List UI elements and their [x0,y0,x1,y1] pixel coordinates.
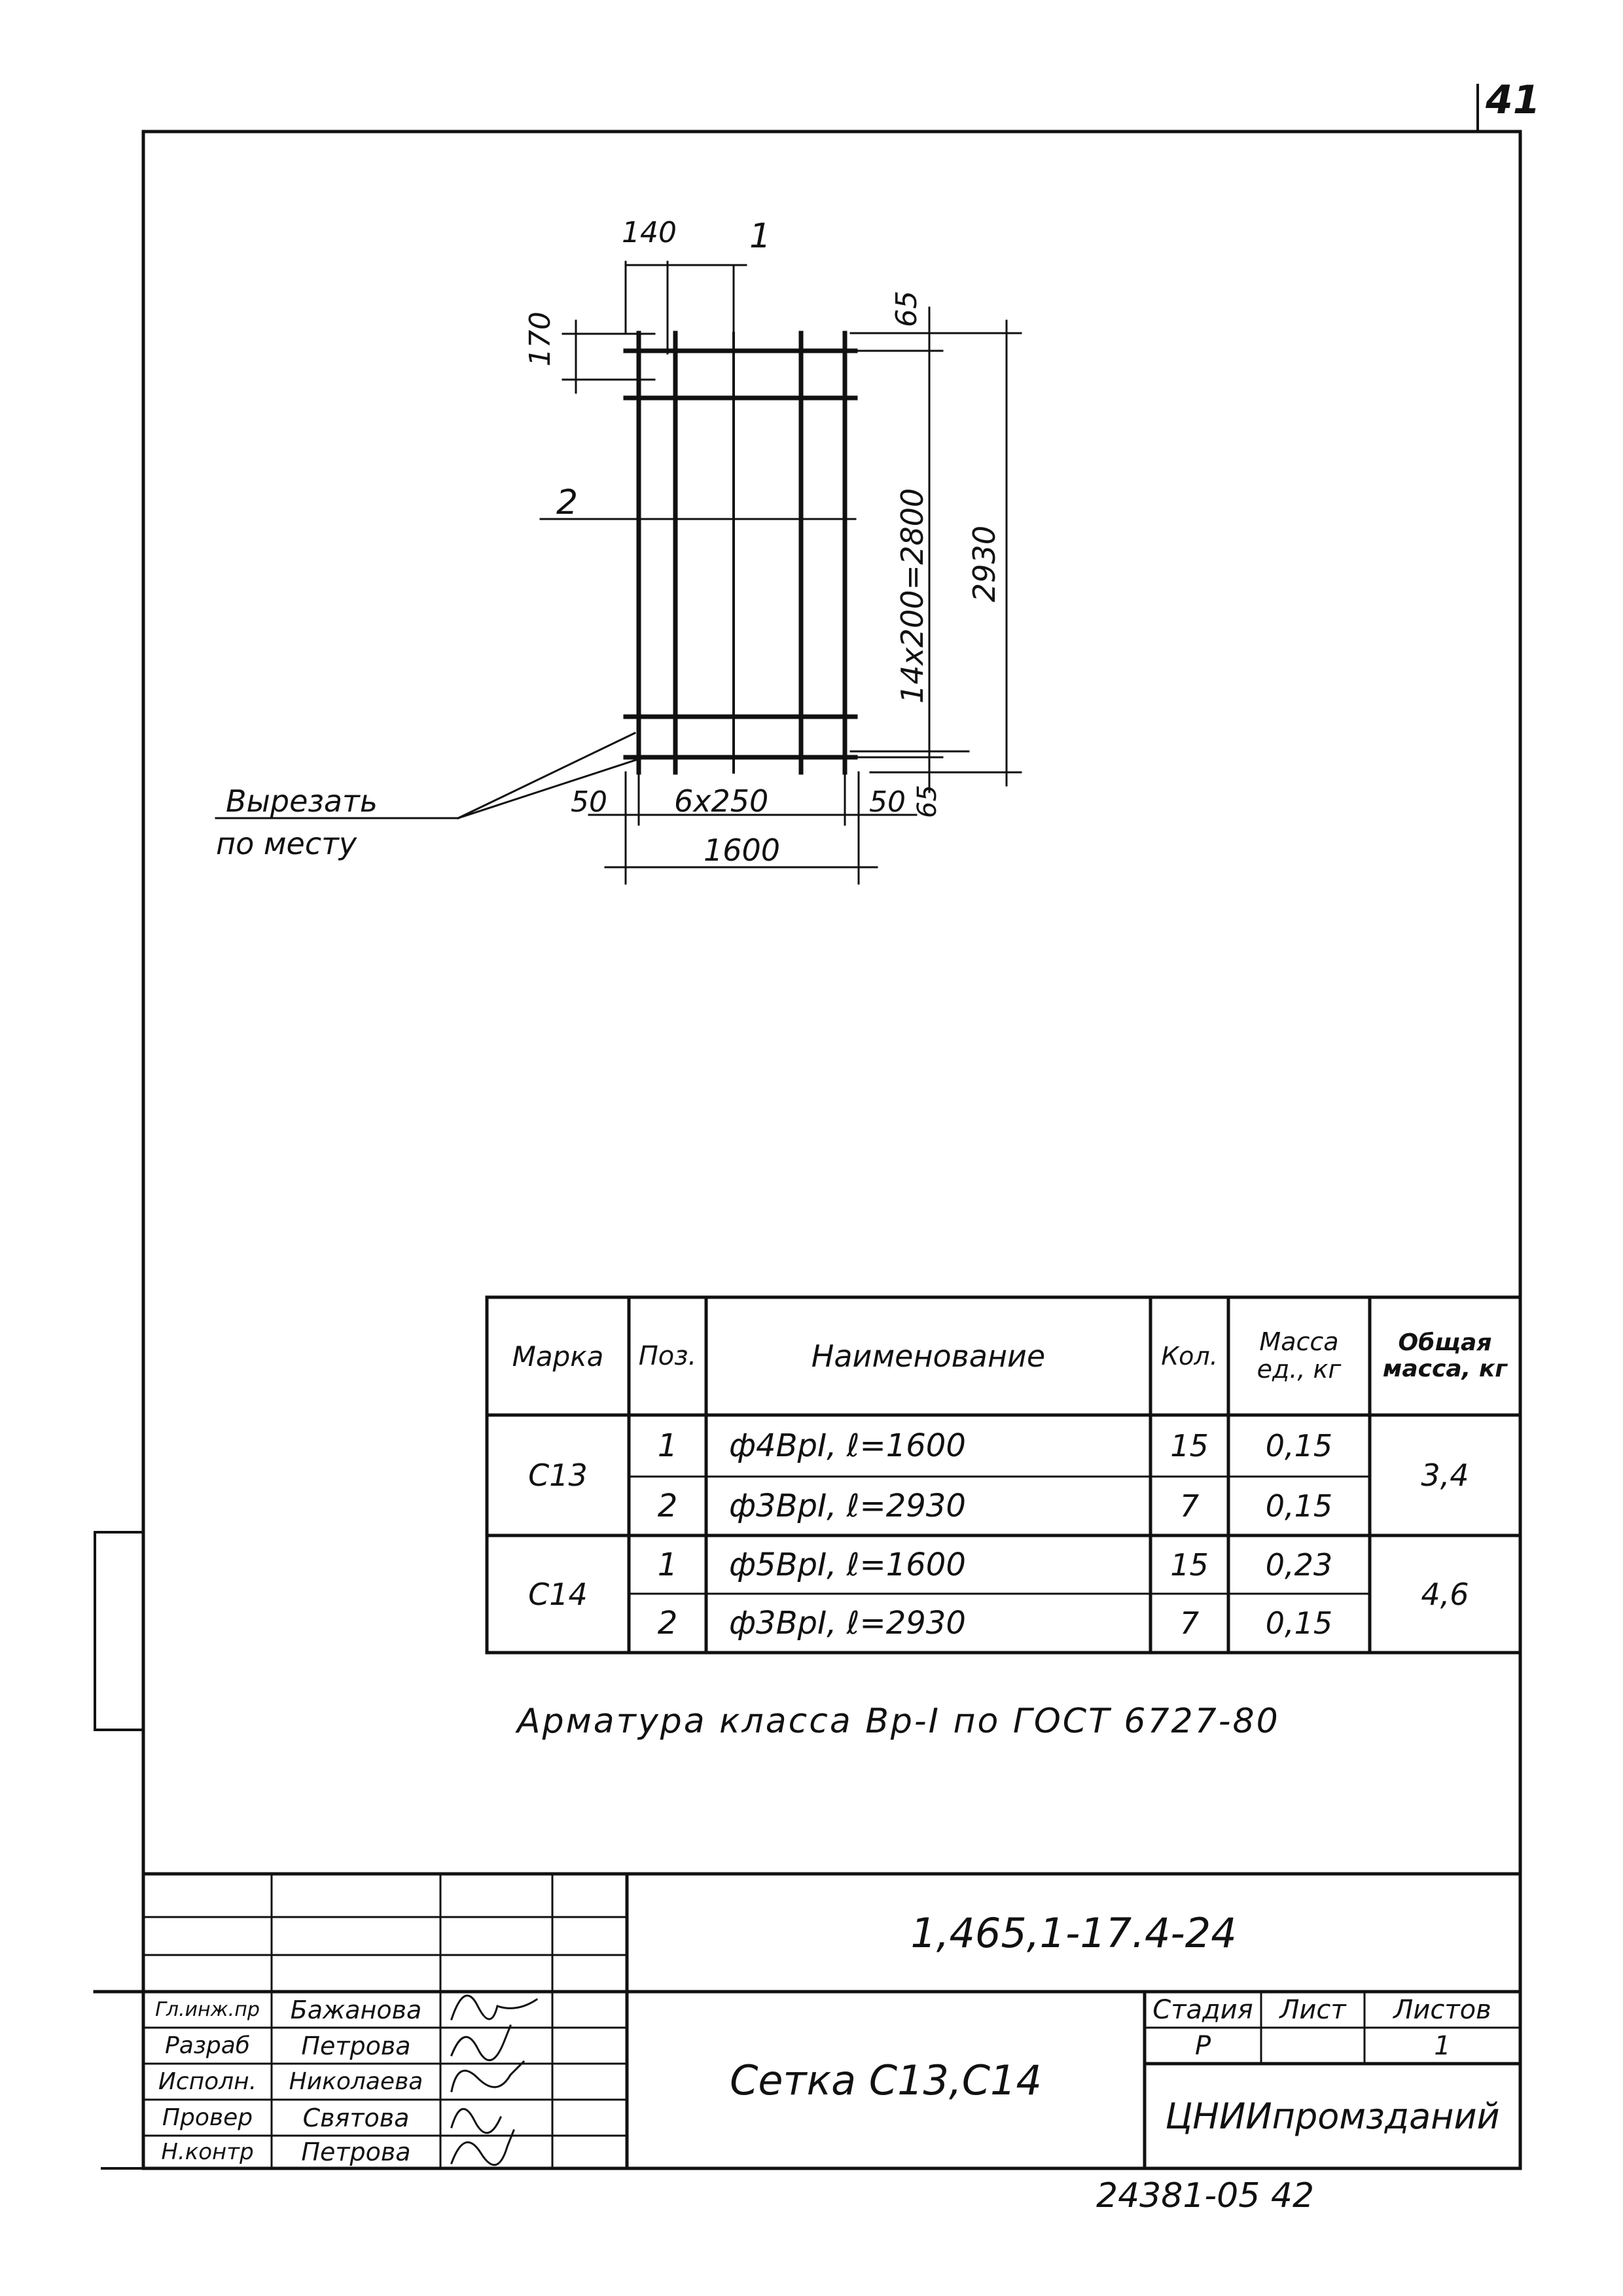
stage-label: Стадия [1152,1994,1253,2025]
sheet-frame [143,132,1520,2168]
dim-14x200: 14x200=2800 [895,488,930,704]
signature-name: Петрова [301,2138,411,2166]
position-2-label: 2 [556,483,579,522]
stage-value: Р [1194,2030,1211,2061]
mass-cell: 0,15 [1265,1488,1333,1524]
signature-role: Гл.инж.пр [155,1998,260,2021]
dim-6x250: 6x250 [674,783,769,819]
sheet-label: Лист [1279,1994,1346,2025]
dim-50-left: 50 [571,785,607,819]
position-1-label: 1 [749,217,772,256]
pos-cell: 2 [657,1488,678,1524]
sheets-value: 1 [1434,2030,1451,2061]
header-mark: Марка [512,1340,604,1372]
organization: ЦНИИпромзданий [1165,2095,1500,2137]
qty-cell: 15 [1170,1428,1209,1463]
dim-65-top: 65 [890,291,923,327]
document-code: 1,465,1-17.4-24 [910,1909,1237,1957]
total-mass-c14: 4,6 [1421,1576,1469,1612]
signature-marks [452,1996,537,2165]
qty-cell: 7 [1179,1605,1200,1641]
name-cell: ф4ВрI, ℓ=1600 [729,1427,966,1464]
signature-role: Разраб [164,2032,251,2059]
sheet-value [1261,2028,1364,2064]
signature-name: Святова [302,2103,410,2132]
sheet-number: 41 [1486,77,1541,123]
signature-role: Исполн. [158,2068,257,2095]
signature-name: Николаева [289,2068,423,2095]
mass-cell: 0,23 [1265,1547,1333,1583]
dim-2930: 2930 [967,525,1002,602]
name-cell: ф3ВрI, ℓ=2930 [729,1488,966,1524]
dim-50-right: 50 [869,785,906,819]
mesh-bars [626,333,855,772]
signature-role: Н.контр [161,2139,254,2165]
header-pos: Поз. [638,1341,697,1371]
dim-170: 170 [524,312,557,367]
total-mass-c13: 3,4 [1421,1458,1469,1493]
sheets-label: Листов [1393,1994,1491,2025]
qty-cell: 7 [1179,1488,1200,1524]
name-cell: ф5ВрI, ℓ=1600 [729,1546,966,1583]
header-qty: Кол. [1161,1342,1218,1371]
mass-cell: 0,15 [1265,1605,1333,1641]
cut-note-line2: по месту [216,826,357,861]
mark-c14: С14 [528,1576,588,1612]
qty-cell: 15 [1170,1547,1209,1583]
header-name: Наименование [811,1338,1046,1374]
mass-cell: 0,15 [1265,1428,1333,1463]
header-total-mass: Общая масса, кг [1382,1329,1508,1382]
drawing-title: Сетка С13,С14 [730,2056,1042,2104]
dim-1600: 1600 [704,833,781,868]
signature-role: Провер [162,2104,253,2131]
pos-cell: 2 [657,1605,678,1641]
signature-name: Петрова [301,2031,411,2060]
signature-name: Бажанова [290,1995,422,2024]
mark-c13: С13 [528,1458,588,1493]
archive-number: 24381-05 42 [1096,2176,1315,2215]
header-unit-mass: Масса ед., кг [1257,1327,1342,1384]
pos-cell: 1 [657,1427,678,1464]
cut-note-line1: Вырезать [226,783,378,819]
pos-cell: 1 [657,1546,678,1583]
dim-65-bottom: 65 [912,785,942,818]
reinforcement-note: Арматура класса Вр-I по ГОСТ 6727-80 [517,1702,1280,1741]
dim-140: 140 [622,216,677,249]
name-cell: ф3ВрI, ℓ=2930 [729,1605,966,1641]
